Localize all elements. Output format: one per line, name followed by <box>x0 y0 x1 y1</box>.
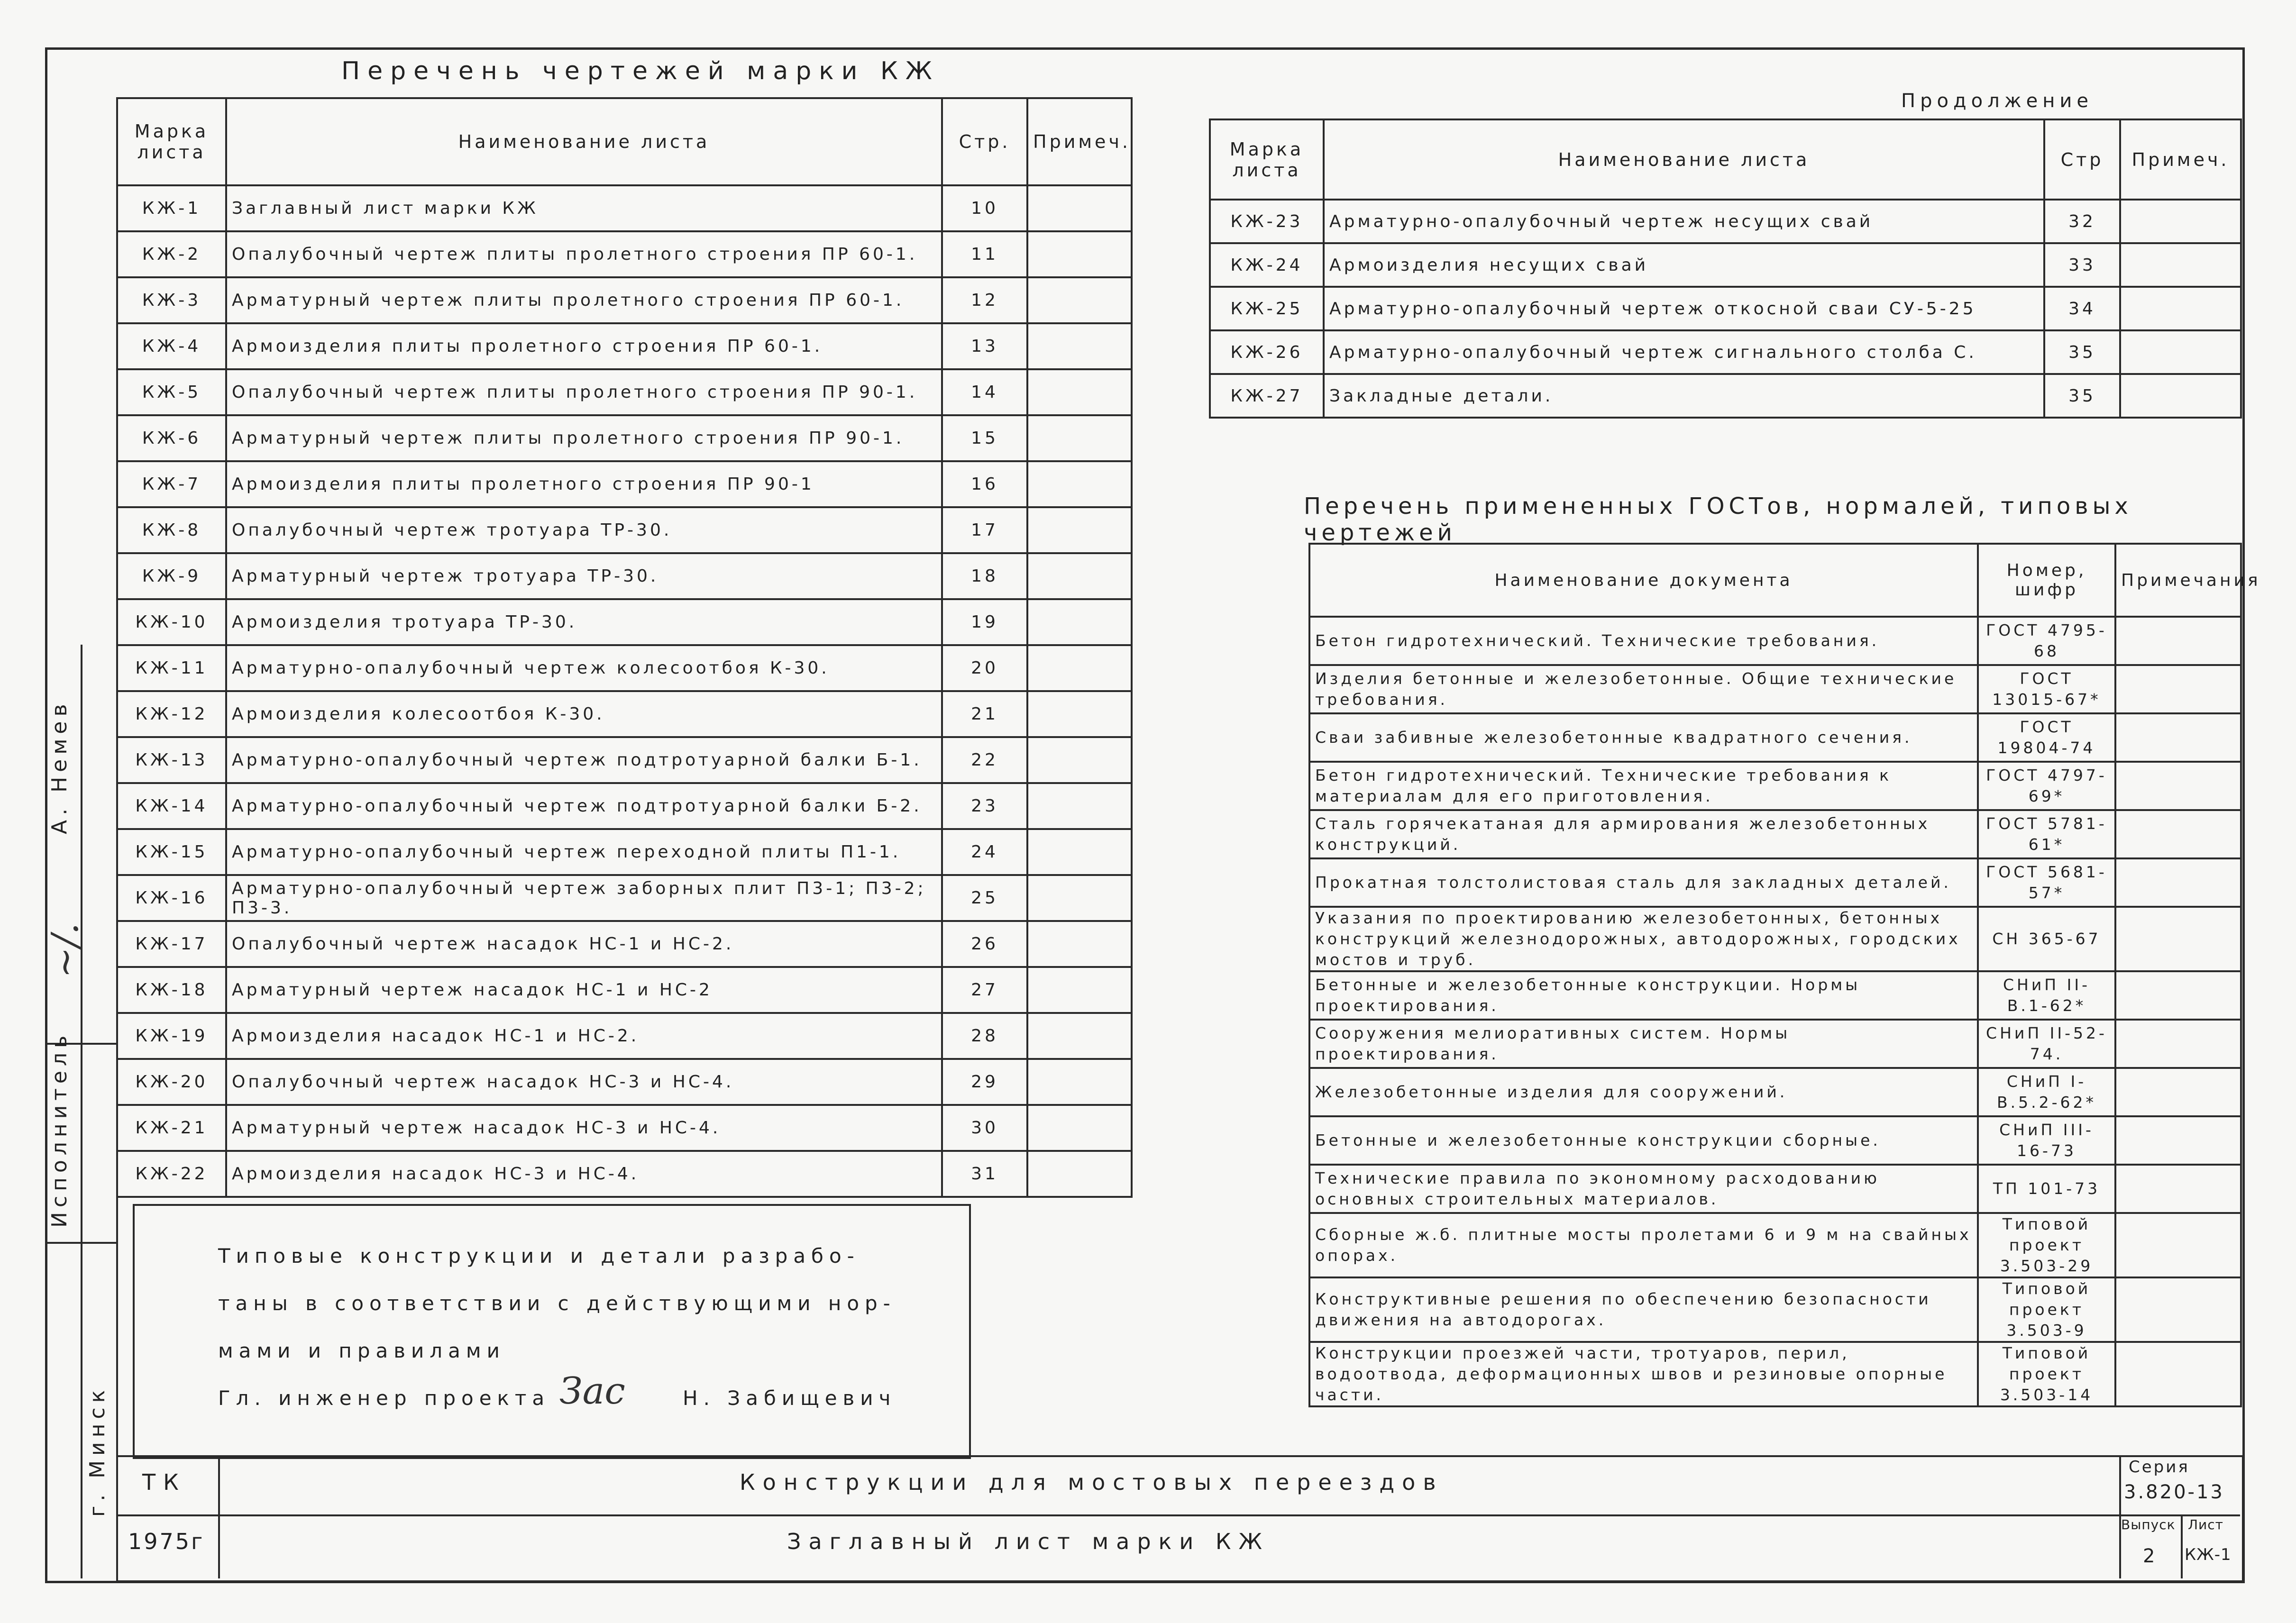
table-row <box>117 1059 1132 1105</box>
header-name: Наименование листа <box>226 98 942 185</box>
document-number: ГОСТ 4795-68 <box>1978 617 2115 665</box>
sheet-value: КЖ-1 <box>2185 1545 2232 1564</box>
document-name: Бетонные и железобетонные конструкции сборные. <box>1309 1116 1978 1165</box>
table-row <box>1309 858 2241 907</box>
document-name: Бетон гидротехнический. Технические требования к материалам для его приготовления. <box>1309 762 1978 810</box>
sheet-note <box>1027 875 1132 921</box>
document-note <box>2115 1116 2241 1165</box>
sheet-note <box>1027 277 1132 323</box>
series-label: Серия <box>2129 1458 2190 1477</box>
header-number: Номер, шифр <box>1978 544 2115 617</box>
document-name: Бетон гидротехнический. Технические требования. <box>1309 617 1978 665</box>
document-note <box>2115 907 2241 971</box>
sheet-name: Армоизделия насадок НС-1 и НС-2. <box>226 1013 942 1059</box>
table-row <box>117 1105 1132 1151</box>
sheet-name: Арматурно-опалубочный чертеж колесоотбоя К-30. <box>226 645 942 691</box>
document-note <box>2115 1020 2241 1068</box>
sheet-note <box>2120 374 2241 418</box>
sheet-name: Опалубочный чертеж плиты пролетного строения ПР 60-1. <box>226 231 942 277</box>
document-number: ГОСТ 13015-67* <box>1978 665 2115 713</box>
sheet-title: Заглавный лист марки КЖ <box>787 1529 1270 1554</box>
continuation-label: Продолжение <box>1901 90 2094 112</box>
city-label: г. Минск <box>85 1385 110 1517</box>
sheet-page: 19 <box>942 599 1027 645</box>
table-row <box>117 277 1132 323</box>
header-page: Стр. <box>942 98 1027 185</box>
document-number: Типовой проект 3.503-14 <box>1978 1342 2115 1406</box>
document-note <box>2115 617 2241 665</box>
table-row <box>117 369 1132 415</box>
table-row <box>117 507 1132 553</box>
header-doc-name: Наименование документа <box>1309 544 1978 617</box>
sheet-note <box>1027 645 1132 691</box>
document-number: СНиП I-В.5.2-62* <box>1978 1068 2115 1116</box>
document-note <box>2115 971 2241 1020</box>
document-note <box>2115 858 2241 907</box>
document-number: Типовой проект 3.503-9 <box>1978 1277 2115 1342</box>
sheet-name: Арматурно-опалубочный чертеж сигнального столба С. <box>1324 330 2044 374</box>
table-row <box>1309 1342 2241 1406</box>
sheet-note <box>1027 415 1132 461</box>
sheet-name: Арматурный чертеж плиты пролетного строения ПР 90-1. <box>226 415 942 461</box>
sheet-page: 10 <box>942 185 1027 231</box>
table-row <box>1210 200 2241 243</box>
sheet-mark: КЖ-6 <box>117 415 226 461</box>
sheet-mark: КЖ-14 <box>117 783 226 829</box>
drawings-table-header <box>117 98 1132 185</box>
sheet-page: 35 <box>2044 374 2120 418</box>
sheet-mark: КЖ-1 <box>117 185 226 231</box>
sheet-name: Арматурно-опалубочный чертеж заборных плит П3-1; П3-2; П3-3. <box>226 875 942 921</box>
drawings-table <box>116 97 1133 1198</box>
sheet-mark: КЖ-18 <box>117 967 226 1013</box>
sheet-name: Арматурный чертеж тротуара ТР-30. <box>226 553 942 599</box>
sheet-name: Арматурно-опалубочный чертеж подтротуарной балки Б-1. <box>226 737 942 783</box>
sheet-name: Арматурно-опалубочный чертеж несущих свай <box>1324 200 2044 243</box>
table-row <box>117 1151 1132 1197</box>
sheet-mark: КЖ-22 <box>117 1151 226 1197</box>
sheet-note <box>1027 461 1132 507</box>
sheet-name: Опалубочный чертеж насадок НС-1 и НС-2. <box>226 921 942 967</box>
sheet-page: 22 <box>942 737 1027 783</box>
sheet-note <box>1027 737 1132 783</box>
sheet-page: 28 <box>942 1013 1027 1059</box>
sheet-page: 17 <box>942 507 1027 553</box>
sheet-name: Арматурный чертеж насадок НС-1 и НС-2 <box>226 967 942 1013</box>
executor-name: А. Немев <box>47 699 72 834</box>
title-block-vline <box>218 1455 220 1578</box>
table-row <box>1309 1165 2241 1213</box>
project-title: Конструкции для мостовых переездов <box>740 1469 1444 1495</box>
table-row <box>117 783 1132 829</box>
sheet-note <box>1027 553 1132 599</box>
table-row <box>1309 1277 2241 1342</box>
document-number: СНиП II-52-74. <box>1978 1020 2115 1068</box>
standards-table <box>1308 543 2261 1407</box>
sheet-mark: КЖ-15 <box>117 829 226 875</box>
sheet-note <box>1027 1013 1132 1059</box>
sheet-name: Армоизделия плиты пролетного строения ПР 90-1 <box>226 461 942 507</box>
table-row <box>117 231 1132 277</box>
sheet-name: Заглавный лист марки КЖ <box>226 185 942 231</box>
sheet-name: Арматурно-опалубочный чертеж откосной сваи СУ-5-25 <box>1324 287 2044 330</box>
header-name: Наименование листа <box>1324 119 2044 200</box>
table-row <box>1309 1213 2241 1277</box>
org-code: ТК <box>142 1469 186 1495</box>
chief-signature: Зас <box>559 1370 625 1413</box>
sheet-name: Закладные детали. <box>1324 374 2044 418</box>
header-page: Стр <box>2044 119 2120 200</box>
sheet-mark: КЖ-13 <box>117 737 226 783</box>
issue-label: Выпуск <box>2121 1517 2176 1532</box>
sheet-page: 31 <box>942 1151 1027 1197</box>
sheet-mark: КЖ-17 <box>117 921 226 967</box>
sheet-mark: КЖ-12 <box>117 691 226 737</box>
sheet-note <box>1027 599 1132 645</box>
left-stamp-vline <box>81 645 82 1578</box>
table-row <box>117 921 1132 967</box>
document-note <box>2115 1213 2241 1277</box>
table-row <box>117 967 1132 1013</box>
note-line-3: мами и правилами <box>218 1339 505 1362</box>
sheet-name: Опалубочный чертеж насадок НС-3 и НС-4. <box>226 1059 942 1105</box>
document-name: Технические правила по экономному расходованию основных строительных материалов. <box>1309 1165 1978 1213</box>
table-row <box>1309 713 2241 762</box>
sheet-page: 23 <box>942 783 1027 829</box>
sheet-page: 34 <box>2044 287 2120 330</box>
sheet-page: 13 <box>942 323 1027 369</box>
document-note <box>2115 762 2241 810</box>
sheet-mark: КЖ-10 <box>117 599 226 645</box>
sheet-mark: КЖ-11 <box>117 645 226 691</box>
sheet-name: Арматурно-опалубочный чертеж подтротуарной балки Б-2. <box>226 783 942 829</box>
chief-engineer-label: Гл. инженер проекта <box>218 1386 550 1410</box>
sheet-page: 12 <box>942 277 1027 323</box>
header-note: Примеч. <box>2120 119 2241 200</box>
table-row <box>1309 1020 2241 1068</box>
document-number: ГОСТ 19804-74 <box>1978 713 2115 762</box>
table-row <box>1309 1116 2241 1165</box>
table-row <box>1309 665 2241 713</box>
sheet-page: 33 <box>2044 243 2120 287</box>
sheet-note <box>1027 783 1132 829</box>
sheet-page: 32 <box>2044 200 2120 243</box>
sheet-note <box>1027 921 1132 967</box>
document-note <box>2115 1342 2241 1406</box>
sheet-mark: КЖ-3 <box>117 277 226 323</box>
note-line-1: Типовые конструкции и детали разрабо- <box>218 1244 860 1267</box>
sheet-note <box>1027 1105 1132 1151</box>
executor-label: Исполнитель <box>47 1030 72 1228</box>
sheet-note <box>2120 200 2241 243</box>
sheet-page: 20 <box>942 645 1027 691</box>
sheet-mark: КЖ-2 <box>117 231 226 277</box>
table-row <box>1210 374 2241 418</box>
sheet-page: 11 <box>942 231 1027 277</box>
issue-value: 2 <box>2143 1545 2156 1567</box>
note-line-2: таны в соответствии с действующими нор- <box>218 1292 896 1315</box>
document-note <box>2115 1277 2241 1342</box>
sheet-mark: КЖ-26 <box>1210 330 1324 374</box>
sheet-page: 15 <box>942 415 1027 461</box>
sheet-page: 18 <box>942 553 1027 599</box>
document-number: ГОСТ 4797-69* <box>1978 762 2115 810</box>
sheet-label: Лист <box>2188 1517 2223 1532</box>
header-mark: Марка листа <box>117 98 226 185</box>
table-row <box>117 737 1132 783</box>
sheet-note <box>1027 691 1132 737</box>
sheet-mark: КЖ-9 <box>117 553 226 599</box>
document-note <box>2115 713 2241 762</box>
table-row <box>1309 971 2241 1020</box>
document-note <box>2115 810 2241 858</box>
document-name: Сталь горячекатаная для армирования железобетонных конструкций. <box>1309 810 1978 858</box>
table-row <box>1210 287 2241 330</box>
sheet-mark: КЖ-23 <box>1210 200 1324 243</box>
sheet-mark: КЖ-5 <box>117 369 226 415</box>
sheet-name: Армоизделия несущих свай <box>1324 243 2044 287</box>
sheet-page: 14 <box>942 369 1027 415</box>
chief-engineer-name: Н. Забищевич <box>683 1386 896 1410</box>
title-block-hline <box>116 1514 2119 1516</box>
sheet-name: Арматурный чертеж плиты пролетного строения ПР 60-1. <box>226 277 942 323</box>
table-row <box>117 829 1132 875</box>
sheet-mark: КЖ-20 <box>117 1059 226 1105</box>
continuation-table-header <box>1210 119 2241 200</box>
sheet-name: Армоизделия колесоотбоя К-30. <box>226 691 942 737</box>
sheet-note <box>2120 243 2241 287</box>
sheet-page: 21 <box>942 691 1027 737</box>
document-number: СН 365-67 <box>1978 907 2115 971</box>
sheet-note <box>1027 507 1132 553</box>
document-number: СНиП II-В.1-62* <box>1978 971 2115 1020</box>
table-row <box>117 645 1132 691</box>
drawings-continuation-table <box>1209 119 2242 419</box>
sheet-note <box>1027 323 1132 369</box>
sheet-note <box>1027 369 1132 415</box>
sheet-name: Армоизделия плиты пролетного строения ПР 60-1. <box>226 323 942 369</box>
sheet-mark: КЖ-19 <box>117 1013 226 1059</box>
document-name: Сваи забивные железобетонные квадратного сечения. <box>1309 713 1978 762</box>
document-name: Сборные ж.б. плитные мосты пролетами 6 и 9 м на свайных опорах. <box>1309 1213 1978 1277</box>
table-row <box>117 415 1132 461</box>
document-name: Сооружения мелиоративных систем. Нормы проектирования. <box>1309 1020 1978 1068</box>
sheet-note <box>1027 1059 1132 1105</box>
sheet-mark: КЖ-21 <box>117 1105 226 1151</box>
table-row <box>1210 330 2241 374</box>
document-name: Конструкции проезжей части, тротуаров, перил, водоотвода, деформационных швов и резиновые опорные части. <box>1309 1342 1978 1406</box>
header-mark: Марка листа <box>1210 119 1324 200</box>
table-row <box>117 553 1132 599</box>
sheet-page: 27 <box>942 967 1027 1013</box>
sheet-page: 29 <box>942 1059 1027 1105</box>
table-row <box>117 691 1132 737</box>
sheet-page: 30 <box>942 1105 1027 1151</box>
table-row <box>1309 617 2241 665</box>
sheet-page: 16 <box>942 461 1027 507</box>
sheet-name: Опалубочный чертеж тротуара ТР-30. <box>226 507 942 553</box>
series-value: 3.820-13 <box>2124 1481 2224 1503</box>
year: 1975г <box>128 1529 205 1554</box>
document-note <box>2115 665 2241 713</box>
table-row <box>117 599 1132 645</box>
sheet-page: 35 <box>2044 330 2120 374</box>
document-number: ТП 101-73 <box>1978 1165 2115 1213</box>
document-name: Железобетонные изделия для сооружений. <box>1309 1068 1978 1116</box>
sheet-page: 24 <box>942 829 1027 875</box>
sheet-name: Армоизделия насадок НС-3 и НС-4. <box>226 1151 942 1197</box>
sheet-note <box>1027 1151 1132 1197</box>
sheet-note <box>2120 287 2241 330</box>
document-note <box>2115 1165 2241 1213</box>
table-row <box>117 875 1132 921</box>
sheet-mark: КЖ-25 <box>1210 287 1324 330</box>
sheet-mark: КЖ-7 <box>117 461 226 507</box>
drawings-list-title: Перечень чертежей марки КЖ <box>341 57 940 85</box>
sheet-mark: КЖ-27 <box>1210 374 1324 418</box>
title-block-vline <box>2181 1514 2183 1578</box>
table-row <box>1309 1068 2241 1116</box>
sheet-note <box>1027 829 1132 875</box>
table-row <box>117 323 1132 369</box>
table-row <box>117 1013 1132 1059</box>
standards-list-title: Перечень примененных ГОСТов, нормалей, типовых чертежей <box>1304 493 2132 546</box>
document-number: ГОСТ 5681-57* <box>1978 858 2115 907</box>
table-row <box>117 185 1132 231</box>
table-row <box>117 461 1132 507</box>
sheet-note <box>1027 231 1132 277</box>
document-number: СНиП III-16-73 <box>1978 1116 2115 1165</box>
sheet-mark: КЖ-4 <box>117 323 226 369</box>
sheet-page: 25 <box>942 875 1027 921</box>
document-number: Типовой проект 3.503-29 <box>1978 1213 2115 1277</box>
document-note <box>2115 1068 2241 1116</box>
sheet-name: Арматурный чертеж насадок НС-3 и НС-4. <box>226 1105 942 1151</box>
document-name: Бетонные и железобетонные конструкции. Нормы проектирования. <box>1309 971 1978 1020</box>
document-number: ГОСТ 5781-61* <box>1978 810 2115 858</box>
document-name: Конструктивные решения по обеспечению безопасности движения на автодорогах. <box>1309 1277 1978 1342</box>
sheet-note <box>2120 330 2241 374</box>
sheet-name: Опалубочный чертеж плиты пролетного строения ПР 90-1. <box>226 369 942 415</box>
sheet-name: Арматурно-опалубочный чертеж переходной плиты П1-1. <box>226 829 942 875</box>
sheet-name: Армоизделия тротуара ТР-30. <box>226 599 942 645</box>
sheet-page: 26 <box>942 921 1027 967</box>
table-row <box>1309 810 2241 858</box>
table-row <box>1309 762 2241 810</box>
note-box <box>133 1204 971 1459</box>
header-note: Примечания <box>2115 544 2241 617</box>
sheet-note <box>1027 185 1132 231</box>
document-name: Изделия бетонные и железобетонные. Общие технические требования. <box>1309 665 1978 713</box>
table-row <box>1210 243 2241 287</box>
executor-signature: ~/. <box>44 922 87 978</box>
sheet-note <box>1027 967 1132 1013</box>
sheet-mark: КЖ-16 <box>117 875 226 921</box>
sheet-mark: КЖ-8 <box>117 507 226 553</box>
title-block-hline <box>2119 1514 2240 1516</box>
document-name: Прокатная толстолистовая сталь для закладных деталей. <box>1309 858 1978 907</box>
table-row <box>1309 907 2241 971</box>
sheet-mark: КЖ-24 <box>1210 243 1324 287</box>
document-name: Указания по проектированию железобетонных, бетонных конструкций железнодорожных, автодорожных, городских мостов и труб. <box>1309 907 1978 971</box>
standards-table-header <box>1309 544 2241 617</box>
header-note: Примеч. <box>1027 98 1132 185</box>
